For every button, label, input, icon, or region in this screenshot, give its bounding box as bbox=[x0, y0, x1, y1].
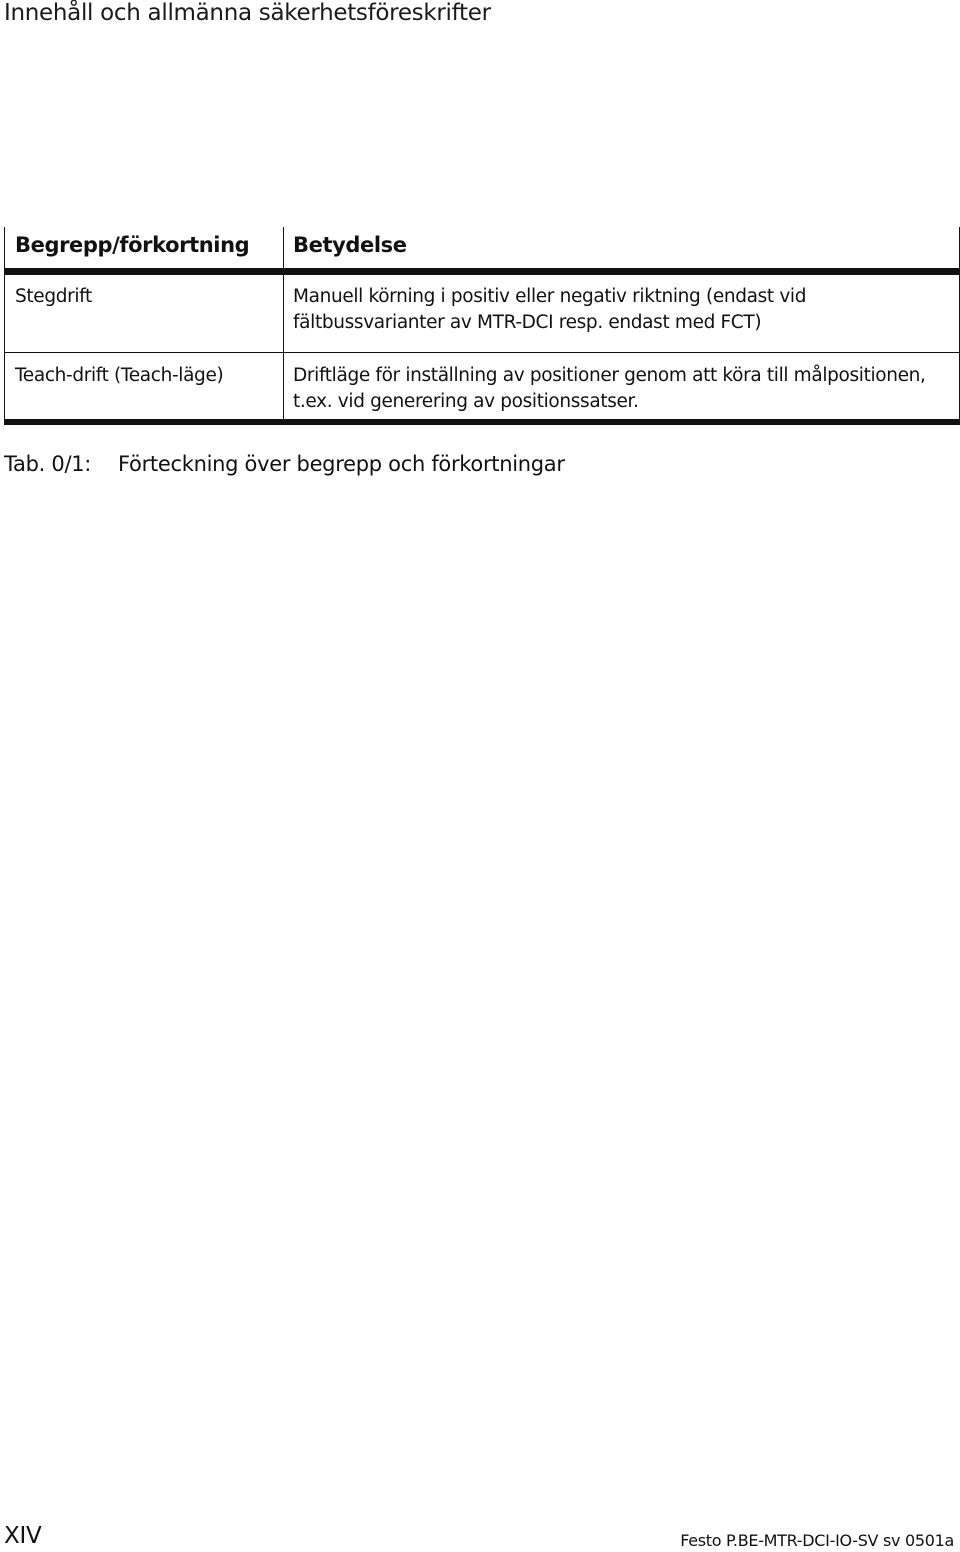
table-row bbox=[5, 353, 959, 425]
table-row bbox=[5, 275, 959, 353]
meaning-line: Driftläge för inställning av positioner genom att köra till målpositionen, bbox=[293, 365, 926, 386]
meaning-line: Manuell körning i positiv eller negativ riktning (endast vid bbox=[293, 286, 807, 307]
page-number: XIV bbox=[4, 1523, 42, 1549]
document-reference: Festo P.BE-MTR-DCI-IO-SV sv 0501a bbox=[680, 1531, 954, 1550]
page-header-title: Innehåll och allmänna säkerhetsföreskrifter bbox=[4, 0, 491, 26]
caption-text: Förteckning över begrepp och förkortningar bbox=[118, 452, 565, 476]
meaning-cell bbox=[284, 353, 959, 419]
table-caption bbox=[4, 452, 565, 476]
meaning-line: fältbussvarianter av MTR-DCI resp. endast med FCT) bbox=[293, 312, 762, 333]
column-header-meaning: Betydelse bbox=[293, 233, 407, 257]
meaning-cell bbox=[284, 275, 959, 352]
column-header-term: Begrepp/förkortning bbox=[5, 227, 284, 268]
term-cell: Teach-drift (Teach-läge) bbox=[5, 353, 284, 419]
meaning-line: t.ex. vid generering av positionssatser. bbox=[293, 391, 639, 412]
table-header-row bbox=[5, 227, 959, 275]
terms-table bbox=[4, 227, 960, 425]
term-cell: Stegdrift bbox=[5, 275, 284, 352]
caption-label: Tab. 0/1: bbox=[4, 452, 92, 476]
